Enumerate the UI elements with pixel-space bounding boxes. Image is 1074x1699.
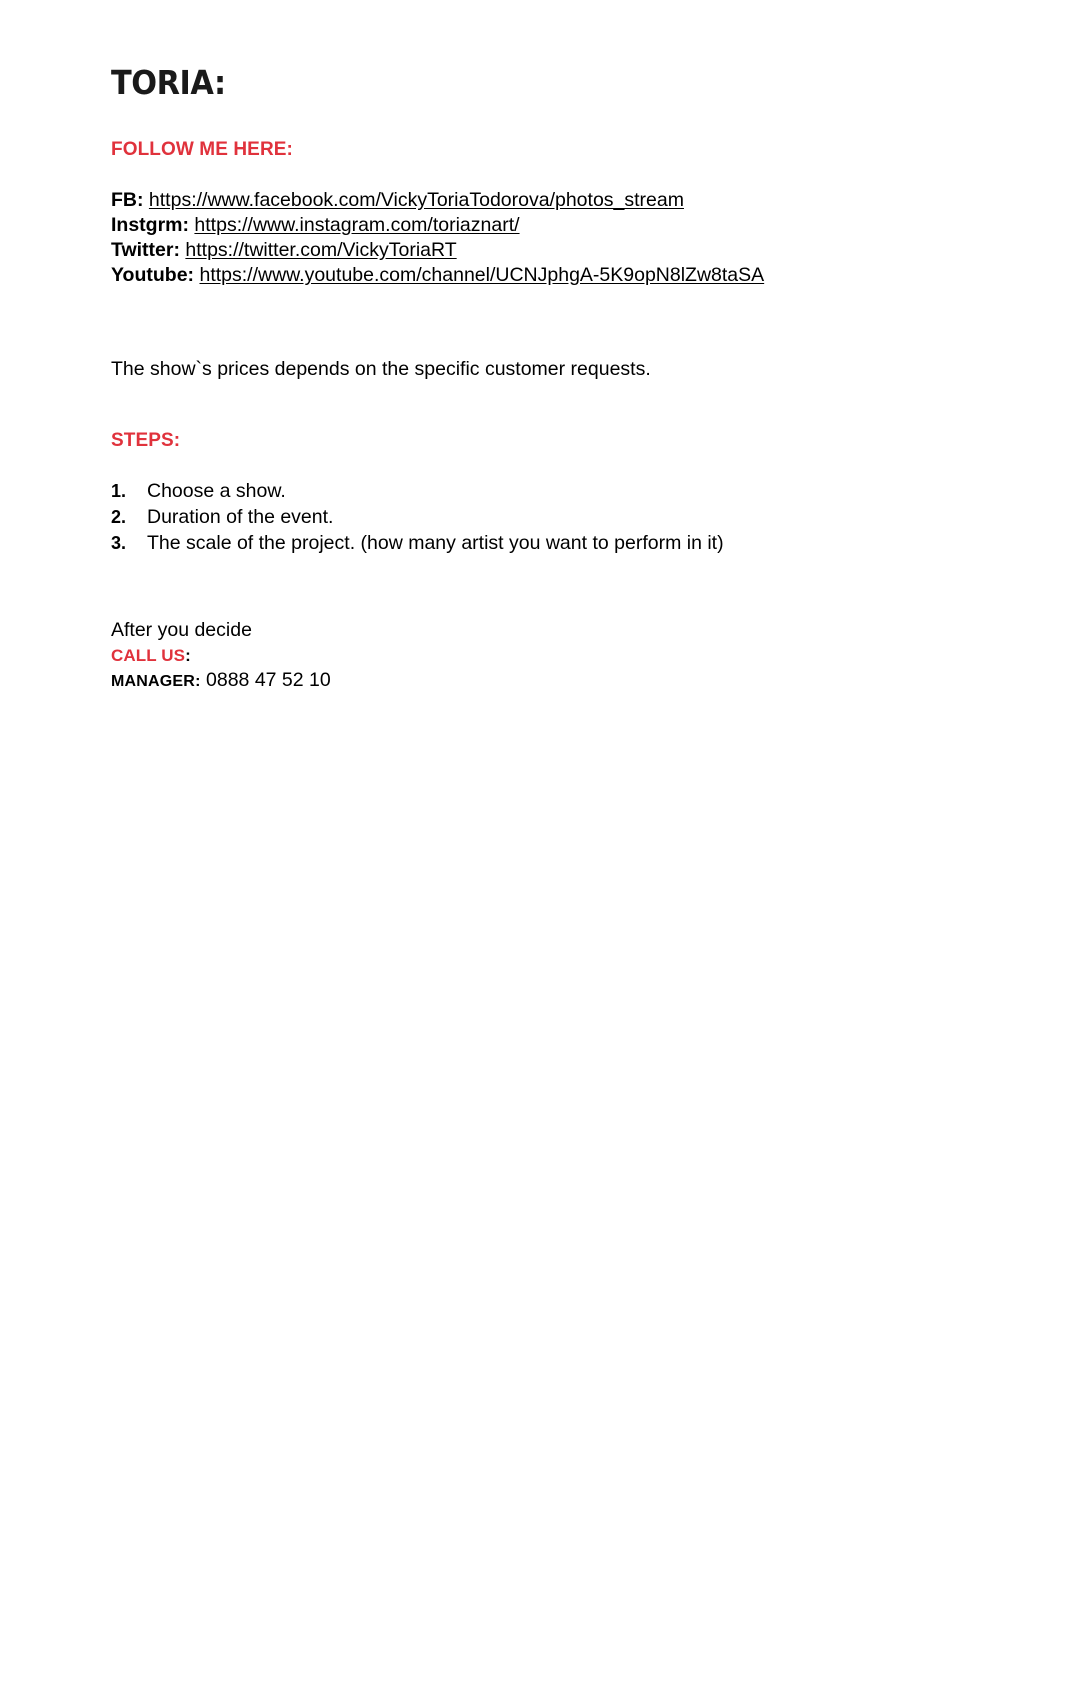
social-link-url-youtube[interactable]: https://www.youtube.com/channel/UCNJphgA-5K9opN8lZw8taSA — [199, 263, 765, 286]
closing-block — [111, 557, 971, 694]
social-link-youtube — [111, 263, 971, 288]
social-link-url-facebook[interactable]: https://www.facebook.com/VickyToriaTodorova/photos_stream — [148, 188, 684, 211]
manager-phone-number: 0888 47 52 10 — [206, 668, 331, 691]
social-link-label-facebook: FB: — [111, 188, 144, 211]
social-link-facebook — [111, 188, 971, 213]
social-links-list — [111, 162, 971, 288]
list-item — [111, 505, 971, 530]
social-link-label-twitter: Twitter: — [111, 238, 180, 261]
list-item — [111, 479, 971, 504]
step-number: 1. — [111, 480, 127, 501]
page-title: TORIA: — [111, 63, 226, 102]
document-content — [111, 0, 971, 694]
step-text: The scale of the project. (how many artist you want to perform in it) — [147, 531, 724, 554]
call-us-colon: : — [185, 645, 191, 665]
social-link-url-twitter[interactable]: https://twitter.com/VickyToriaRT — [185, 238, 457, 261]
social-link-twitter — [111, 238, 971, 263]
social-link-instagram — [111, 213, 971, 238]
closing-intro: After you decide — [111, 618, 252, 641]
call-us-label: CALL US — [111, 645, 186, 665]
follow-me-heading: FOLLOW ME HERE: — [111, 139, 293, 160]
social-link-label-youtube: Youtube: — [111, 263, 195, 286]
list-item — [111, 531, 971, 556]
social-link-label-instagram: Instgrm: — [111, 213, 189, 236]
steps-heading: STEPS: — [111, 429, 181, 451]
steps-list — [111, 453, 971, 556]
pricing-note: The show`s prices depends on the specific customer requests. — [111, 358, 651, 381]
call-us-line — [111, 643, 971, 668]
step-number: 2. — [111, 506, 127, 527]
manager-label: MANAGER: — [111, 672, 201, 690]
manager-line — [111, 668, 971, 694]
step-number: 3. — [111, 532, 127, 553]
social-link-url-instagram[interactable]: https://www.instagram.com/toriaznart/ — [194, 213, 520, 236]
step-text: Choose a show. — [147, 479, 286, 502]
step-text: Duration of the event. — [147, 505, 334, 528]
